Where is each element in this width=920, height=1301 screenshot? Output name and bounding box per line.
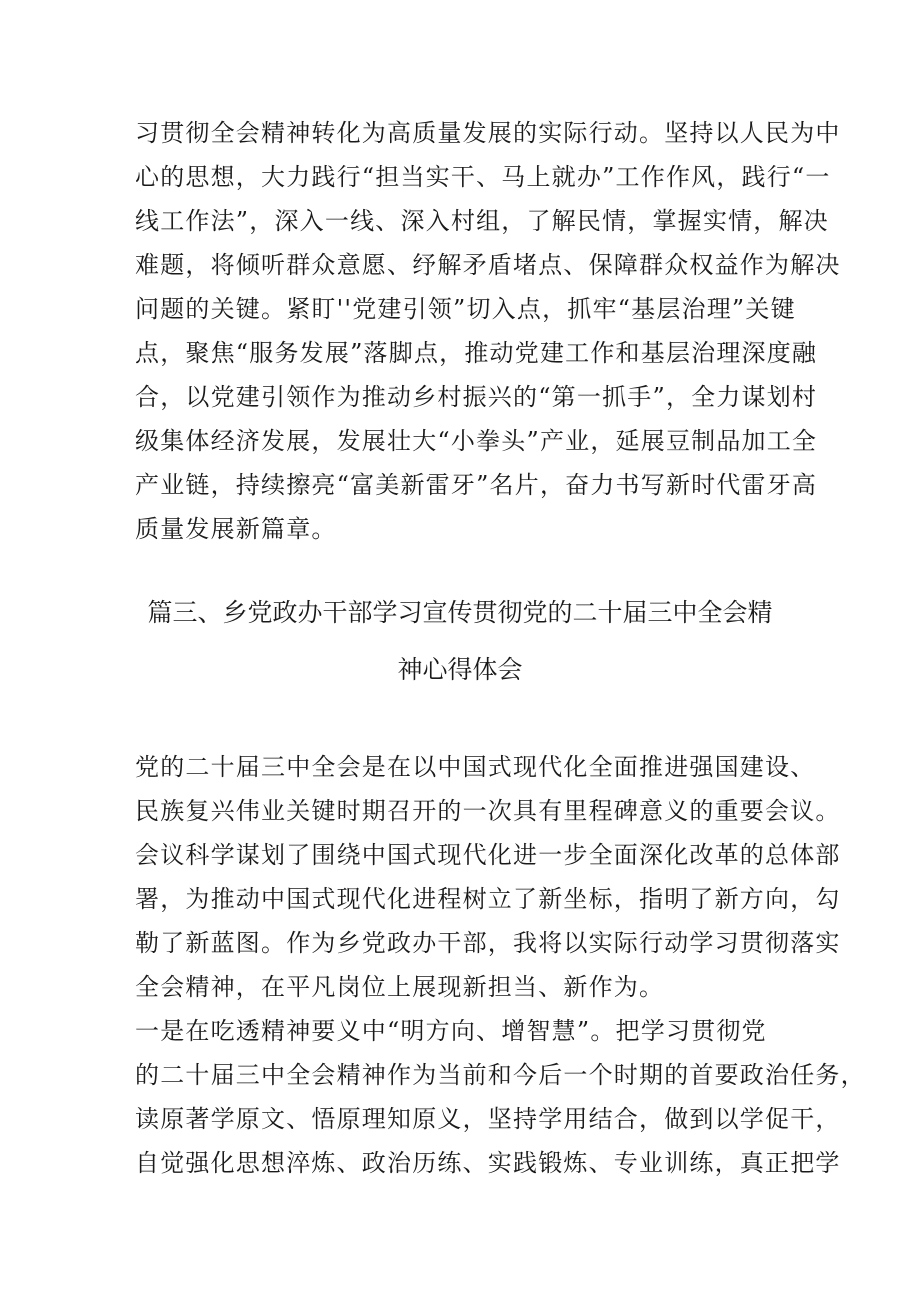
- paragraph-line: 一是在吃透精神要义中“明方向、增智慧”。把学习贯彻党: [135, 1017, 767, 1045]
- paragraph-line: 勒了新蓝图。作为乡党政办干部，我将以实际行动学习贯彻落实: [135, 929, 841, 957]
- paragraph-line: 署，为推动中国式现代化进程树立了新坐标，指明了新方向，勾: [135, 885, 841, 913]
- paragraph-line: 习贯彻全会精神转化为高质量发展的实际行动。坚持以人民为中: [135, 119, 841, 147]
- section-heading-line-2: 神心得体会: [397, 655, 523, 684]
- paragraph-line: 问题的关键。紧盯''党建引领”切入点，抓牢“基层治理”关键: [135, 295, 796, 323]
- paragraph-line: 会议科学谋划了围绕中国式现代化进一步全面深化改革的总体部: [135, 841, 841, 869]
- paragraph-line: 点，聚焦“服务发展”落脚点，推动党建工作和基层治理深度融: [135, 339, 818, 367]
- paragraph-line: 合，以党建引领作为推动乡村振兴的“第一抓手”，全力谋划村: [135, 383, 818, 411]
- paragraph-line: 自觉强化思想淬炼、政治历练、实践锻炼、专业训练，真正把学: [135, 1149, 841, 1177]
- section-heading-line-1: 篇三、乡党政办干部学习宣传贯彻党的二十届三中全会精: [147, 598, 773, 627]
- paragraph-line: 难题，将倾听群众意愿、纾解矛盾堵点、保障群众权益作为解决: [135, 251, 841, 279]
- paragraph-line: 线工作法”，深入一线、深入村组，了解民情，掌握实情，解决: [135, 207, 829, 235]
- paragraph-line: 心的思想，大力践行“担当实干、马上就办”工作作风，践行“一: [135, 163, 831, 191]
- paragraph-line: 的二十届三中全会精神作为当前和今后一个时期的首要政治任务，: [135, 1061, 866, 1089]
- paragraph-line: 全会精神，在平凡岗位上展现新担当、新作为。: [135, 973, 665, 1001]
- paragraph-line: 质量发展新篇章。: [135, 515, 337, 543]
- paragraph-line: 读原著学原文、悟原理知原义，坚持学用结合，做到以学促干，: [135, 1105, 841, 1133]
- paragraph-line: 民族复兴伟业关键时期召开的一次具有里程碑意义的重要会议。: [135, 797, 841, 825]
- paragraph-line: 党的二十届三中全会是在以中国式现代化全面推进强国建设、: [135, 753, 816, 781]
- paragraph-line: 级集体经济发展，发展壮大“小拳头”产业，延展豆制品加工全: [135, 427, 818, 455]
- paragraph-line: 产业链，持续擦亮“富美新雷牙”名片，奋力书写新时代雷牙高: [135, 471, 818, 499]
